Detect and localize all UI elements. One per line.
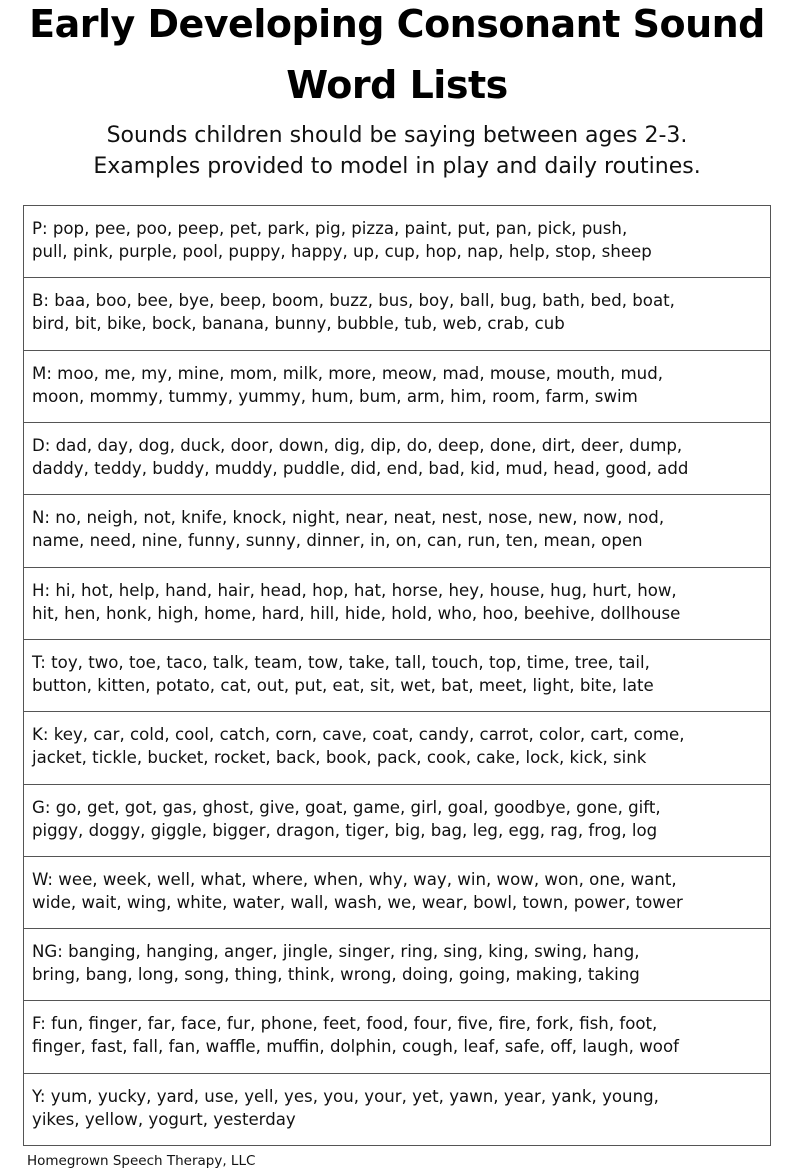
row-line: hit, hen, honk, high, home, hard, hill, hide, hold, who, hoo, beehive, dollhouse xyxy=(32,603,681,623)
row-line: G: go, get, got, gas, ghost, give, goat, game, girl, goal, goodbye, gone, gift, xyxy=(32,797,661,817)
word-list-row-n xyxy=(24,494,770,566)
word-list-row-w xyxy=(24,856,770,928)
word-list-row-h xyxy=(24,567,770,639)
row-line: P: pop, pee, poo, peep, pet, park, pig, pizza, paint, put, pan, pick, push, xyxy=(32,219,628,238)
word-list-row-g xyxy=(24,784,770,856)
word-list-row-y xyxy=(24,1073,770,1145)
row-line: H: hi, hot, help, hand, hair, head, hop, hat, horse, hey, house, hug, hurt, how, xyxy=(32,580,677,600)
row-line: yikes, yellow, yogurt, yesterday xyxy=(32,1109,296,1129)
subtitle-line-1: Sounds children should be saying between ages 2-3. xyxy=(106,123,688,148)
row-line: daddy, teddy, buddy, muddy, puddle, did, end, bad, kid, mud, head, good, add xyxy=(32,458,689,478)
row-line: T: toy, two, toe, taco, talk, team, tow, take, tall, touch, top, time, tree, tail, xyxy=(32,652,650,672)
row-line: Y: yum, yucky, yard, use, yell, yes, you, your, yet, yawn, year, yank, young, xyxy=(32,1086,659,1106)
row-line: F: fun, finger, far, face, fur, phone, feet, food, four, five, fire, fork, fish, foot, xyxy=(32,1014,658,1034)
row-line: K: key, car, cold, cool, catch, corn, cave, coat, candy, carrot, color, cart, come, xyxy=(32,725,685,745)
page-title-line-1: Early Developing Consonant Sound xyxy=(29,2,765,46)
row-line: moon, mommy, tummy, yummy, hum, bum, arm, him, room, farm, swim xyxy=(32,386,638,406)
row-line: jacket, tickle, bucket, rocket, back, book, pack, cook, cake, lock, kick, sink xyxy=(32,748,647,768)
row-line: piggy, doggy, giggle, bigger, dragon, tiger, big, bag, leg, egg, rag, frog, log xyxy=(32,820,658,840)
row-line: B: baa, boo, bee, bye, beep, boom, buzz, bus, boy, ball, bug, bath, bed, boat, xyxy=(32,291,675,311)
row-line: NG: banging, hanging, anger, jingle, singer, ring, sing, king, swing, hang, xyxy=(32,942,640,962)
row-line: M: moo, me, my, mine, mom, milk, more, meow, mad, mouse, mouth, mud, xyxy=(32,363,664,383)
row-line: W: wee, week, well, what, where, when, why, way, win, wow, won, one, want, xyxy=(32,869,677,889)
row-line: button, kitten, potato, cat, out, put, eat, sit, wet, bat, meet, light, bite, late xyxy=(32,675,654,695)
row-line: finger, fast, fall, fan, waffle, muffin, dolphin, cough, leaf, safe, off, laugh, woof xyxy=(32,1037,679,1057)
word-list-row-p xyxy=(24,206,770,277)
row-line: bring, bang, long, song, thing, think, wrong, doing, going, making, taking xyxy=(32,965,640,985)
row-line: pull, pink, purple, pool, puppy, happy, up, cup, hop, nap, help, stop, sheep xyxy=(32,242,652,261)
word-list-row-b xyxy=(24,277,770,349)
word-list-row-m xyxy=(24,350,770,422)
page-title-line-2: Word Lists xyxy=(286,63,508,107)
row-line: D: dad, day, dog, duck, door, down, dig, dip, do, deep, done, dirt, deer, dump, xyxy=(32,435,683,455)
word-list-table xyxy=(23,205,771,1146)
word-list-row-f xyxy=(24,1000,770,1072)
word-list-row-k xyxy=(24,711,770,783)
row-line: wide, wait, wing, white, water, wall, wash, we, wear, bowl, town, power, tower xyxy=(32,892,683,912)
subtitle-line-2: Examples provided to model in play and daily routines. xyxy=(93,154,701,179)
word-list-row-d xyxy=(24,422,770,494)
row-line: bird, bit, bike, bock, banana, bunny, bubble, tub, web, crab, cub xyxy=(32,314,565,334)
row-line: name, need, nine, funny, sunny, dinner, in, on, can, run, ten, mean, open xyxy=(32,531,643,551)
word-list-row-ng xyxy=(24,928,770,1000)
row-line: N: no, neigh, not, knife, knock, night, near, neat, nest, nose, new, now, nod, xyxy=(32,508,665,528)
footer-credit: Homegrown Speech Therapy, LLC xyxy=(27,1153,256,1169)
word-list-row-t xyxy=(24,639,770,711)
